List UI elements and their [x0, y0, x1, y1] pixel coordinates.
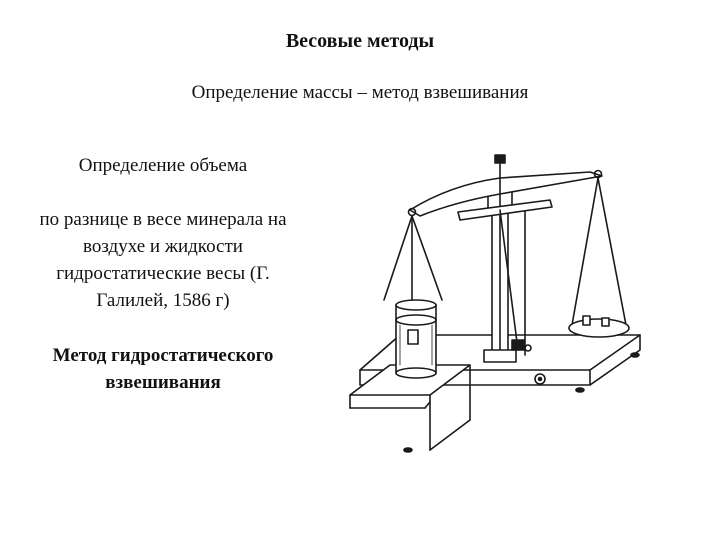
text-column	[22, 152, 304, 396]
slide-title: Весовые методы	[285, 30, 435, 52]
method-title: Метод гидростатического взвешивания	[52, 345, 274, 393]
slide-subtitle: Определение массы – метод взвешивания	[191, 82, 529, 103]
hydrostatic-balance-illustration	[340, 150, 660, 470]
volume-heading: Определение объема	[78, 155, 248, 176]
balance-beam	[409, 155, 603, 220]
right-pan	[569, 178, 629, 337]
volume-description: по разнице в весе минерала на воздухе и жидкости гидростатические весы (Г. Галилей, 1586 г)	[39, 209, 287, 311]
